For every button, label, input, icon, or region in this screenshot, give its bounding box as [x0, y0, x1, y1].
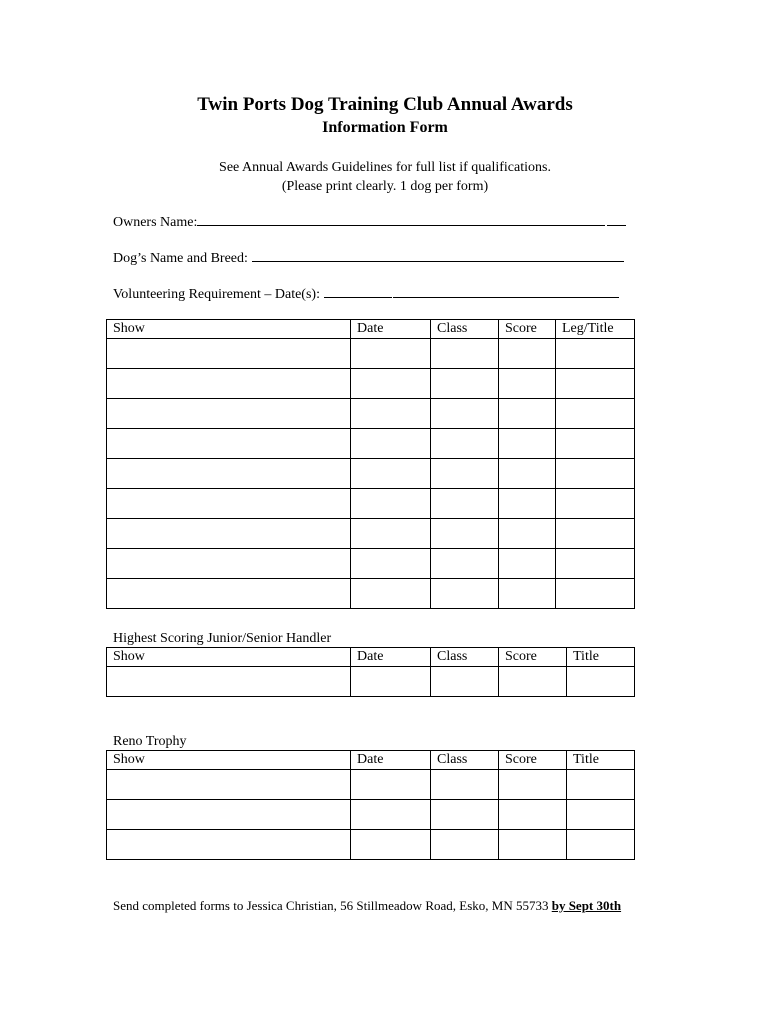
- owners-name-blank[interactable]: [197, 212, 605, 226]
- shows-table-header: [107, 320, 635, 339]
- reno-section-label: Reno Trophy: [113, 734, 187, 749]
- cell-class[interactable]: [431, 399, 499, 429]
- handler-table: [106, 647, 635, 697]
- col-leg-title: Leg/Title: [556, 320, 635, 339]
- cell-show[interactable]: [107, 429, 351, 459]
- form-subtitle: Information Form: [322, 119, 448, 136]
- cell-show[interactable]: [107, 579, 351, 609]
- cell-class[interactable]: [431, 519, 499, 549]
- cell-show[interactable]: [107, 339, 351, 369]
- cell-leg-title[interactable]: [556, 579, 635, 609]
- cell-class[interactable]: [431, 579, 499, 609]
- table-row: [107, 399, 635, 429]
- cell-score[interactable]: [499, 667, 567, 697]
- col-class: Class: [431, 648, 499, 667]
- cell-show[interactable]: [107, 519, 351, 549]
- cell-leg-title[interactable]: [556, 339, 635, 369]
- cell-date[interactable]: [351, 339, 431, 369]
- table-row: [107, 830, 635, 860]
- reno-table: [106, 750, 635, 860]
- dog-name-breed-label: Dog’s Name and Breed:: [113, 251, 248, 266]
- cell-date[interactable]: [351, 579, 431, 609]
- handler-section-label: Highest Scoring Junior/Senior Handler: [113, 631, 332, 646]
- cell-date[interactable]: [351, 369, 431, 399]
- col-title: Title: [567, 648, 635, 667]
- cell-score[interactable]: [499, 489, 556, 519]
- cell-show[interactable]: [107, 549, 351, 579]
- owners-name-field[interactable]: [113, 212, 626, 232]
- cell-class[interactable]: [431, 489, 499, 519]
- table-row: [107, 339, 635, 369]
- table-row: [107, 579, 635, 609]
- col-show: Show: [107, 320, 351, 339]
- cell-show[interactable]: [107, 369, 351, 399]
- volunteering-blank-1[interactable]: [324, 284, 392, 298]
- submission-instructions: [113, 898, 621, 914]
- col-date: Date: [351, 751, 431, 770]
- dog-name-breed-blank[interactable]: [252, 248, 624, 262]
- shows-table: [106, 319, 635, 609]
- owners-name-label: Owners Name:: [113, 215, 198, 230]
- cell-show[interactable]: [107, 667, 351, 697]
- cell-score[interactable]: [499, 579, 556, 609]
- volunteering-field[interactable]: [113, 284, 619, 304]
- cell-leg-title[interactable]: [556, 459, 635, 489]
- table-row: [107, 770, 635, 800]
- table-row: [107, 549, 635, 579]
- cell-score[interactable]: [499, 339, 556, 369]
- cell-show[interactable]: [107, 770, 351, 800]
- volunteering-blank-2[interactable]: [393, 284, 619, 298]
- cell-class[interactable]: [431, 770, 499, 800]
- owners-name-blank-tail: [607, 212, 626, 226]
- cell-class[interactable]: [431, 667, 499, 697]
- dog-name-breed-field[interactable]: [113, 248, 624, 268]
- submission-address: Send completed forms to Jessica Christian, 56 Stillmeadow Road, Esko, MN 55733: [113, 898, 549, 913]
- cell-score[interactable]: [499, 369, 556, 399]
- table-row: [107, 667, 635, 697]
- cell-class[interactable]: [431, 339, 499, 369]
- col-date: Date: [351, 320, 431, 339]
- col-class: Class: [431, 751, 499, 770]
- table-row: [107, 519, 635, 549]
- cell-leg-title[interactable]: [556, 489, 635, 519]
- cell-class[interactable]: [431, 830, 499, 860]
- cell-show[interactable]: [107, 459, 351, 489]
- cell-class[interactable]: [431, 459, 499, 489]
- cell-leg-title[interactable]: [556, 519, 635, 549]
- cell-date[interactable]: [351, 519, 431, 549]
- cell-score[interactable]: [499, 770, 567, 800]
- table-row: [107, 369, 635, 399]
- submission-deadline: by Sept 30th: [551, 898, 622, 913]
- col-show: Show: [107, 751, 351, 770]
- table-row: [107, 489, 635, 519]
- cell-date[interactable]: [351, 489, 431, 519]
- guidelines-note: See Annual Awards Guidelines for full list if qualifications.: [219, 160, 551, 175]
- cell-date[interactable]: [351, 667, 431, 697]
- cell-title[interactable]: [567, 830, 635, 860]
- cell-date[interactable]: [351, 459, 431, 489]
- cell-date[interactable]: [351, 429, 431, 459]
- cell-date[interactable]: [351, 830, 431, 860]
- cell-title[interactable]: [567, 770, 635, 800]
- cell-score[interactable]: [499, 429, 556, 459]
- col-title: Title: [567, 751, 635, 770]
- volunteering-label: Volunteering Requirement – Date(s):: [113, 287, 320, 302]
- cell-class[interactable]: [431, 429, 499, 459]
- cell-date[interactable]: [351, 399, 431, 429]
- handler-table-header: [107, 648, 635, 667]
- cell-date[interactable]: [351, 800, 431, 830]
- cell-score[interactable]: [499, 830, 567, 860]
- cell-show[interactable]: [107, 489, 351, 519]
- cell-class[interactable]: [431, 800, 499, 830]
- form-title: Twin Ports Dog Training Club Annual Awards: [197, 94, 573, 115]
- col-date: Date: [351, 648, 431, 667]
- table-row: [107, 429, 635, 459]
- reno-table-header: [107, 751, 635, 770]
- cell-date[interactable]: [351, 549, 431, 579]
- cell-score[interactable]: [499, 549, 556, 579]
- col-class: Class: [431, 320, 499, 339]
- print-instructions: (Please print clearly. 1 dog per form): [281, 179, 489, 194]
- col-score: Score: [499, 751, 567, 770]
- cell-score[interactable]: [499, 800, 567, 830]
- cell-show[interactable]: [107, 399, 351, 429]
- cell-date[interactable]: [351, 770, 431, 800]
- col-score: Score: [499, 648, 567, 667]
- cell-leg-title[interactable]: [556, 549, 635, 579]
- cell-title[interactable]: [567, 667, 635, 697]
- cell-leg-title[interactable]: [556, 429, 635, 459]
- col-show: Show: [107, 648, 351, 667]
- cell-leg-title[interactable]: [556, 399, 635, 429]
- cell-class[interactable]: [431, 369, 499, 399]
- cell-title[interactable]: [567, 800, 635, 830]
- table-row: [107, 800, 635, 830]
- cell-leg-title[interactable]: [556, 369, 635, 399]
- table-row: [107, 459, 635, 489]
- cell-score[interactable]: [499, 459, 556, 489]
- cell-show[interactable]: [107, 830, 351, 860]
- cell-show[interactable]: [107, 800, 351, 830]
- cell-score[interactable]: [499, 519, 556, 549]
- cell-score[interactable]: [499, 399, 556, 429]
- cell-class[interactable]: [431, 549, 499, 579]
- col-score: Score: [499, 320, 556, 339]
